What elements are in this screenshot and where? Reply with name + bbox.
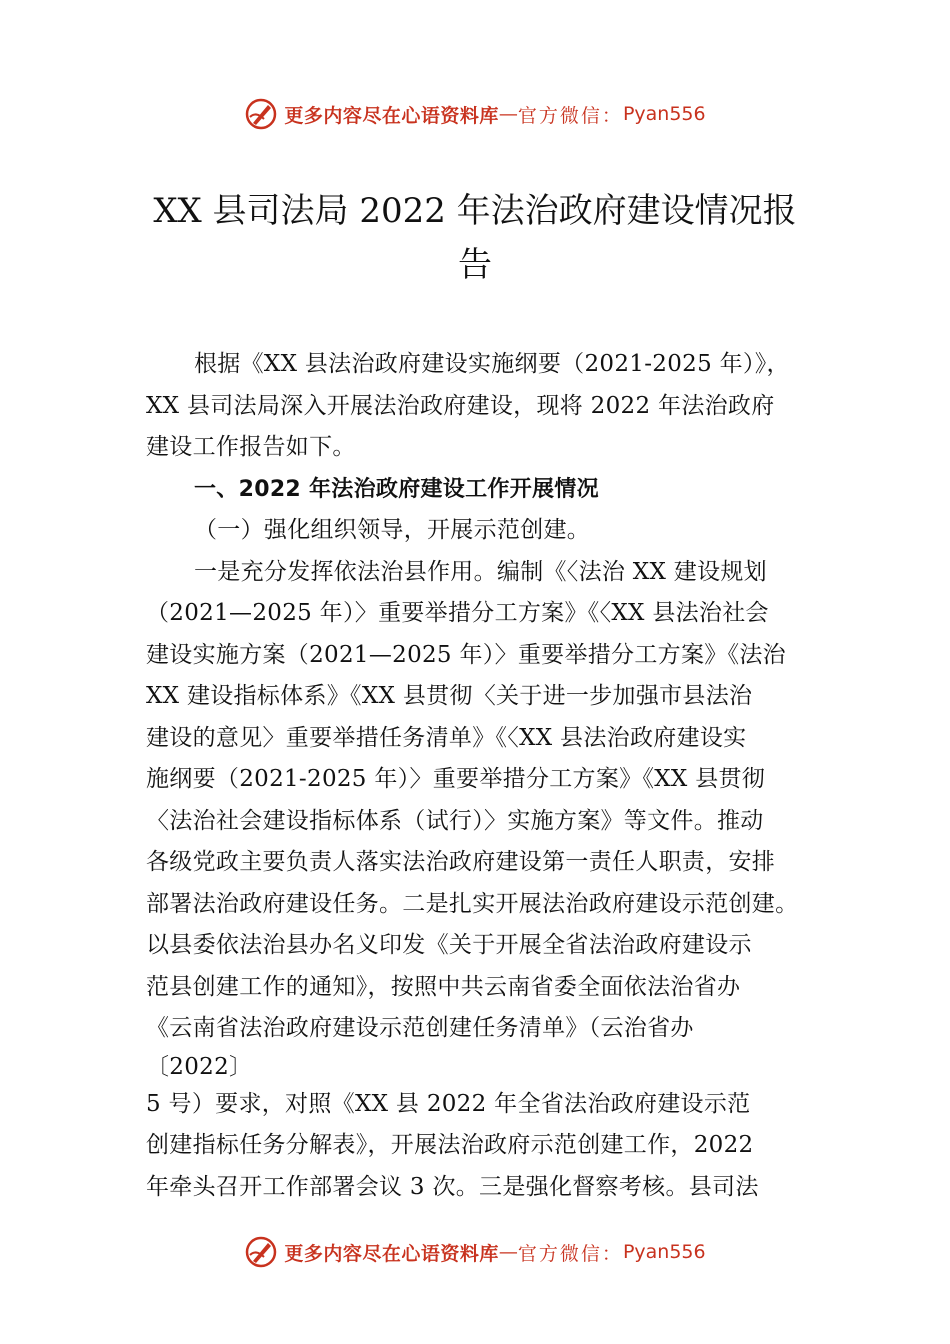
watermark-dash: — xyxy=(498,1241,518,1263)
paragraph-line: 建设的意见〉重要举措任务清单》《〈XX 县法治政府建设实 xyxy=(146,724,747,751)
watermark-id: Pyan556 xyxy=(622,103,706,125)
watermark-footer xyxy=(0,1232,950,1272)
paragraph-line: 一是充分发挥依法治县作用。编制《〈法治 XX 建设规划 xyxy=(194,558,767,585)
watermark-header xyxy=(0,94,950,134)
title-line-1: XX 县司法局 2022 年法治政府建设情况报 xyxy=(153,191,797,231)
document-title xyxy=(130,184,820,292)
paragraph-line: 以县委依法治县办名义印发《关于开展全省法治政府建设示 xyxy=(146,932,752,958)
paragraph-line: 各级党政主要负责人落实法治政府建设第一责任人职责，安排 xyxy=(146,849,776,875)
section-heading: 一、2022 年法治政府建设工作开展情况 xyxy=(194,476,599,502)
subsection-heading: （一）强化组织领导，开展示范创建。 xyxy=(194,517,591,543)
paragraph-line: 建设工作报告如下。 xyxy=(146,434,356,460)
paragraph-line: （2021—2025 年）〉重要举措分工方案》《〈XX 县法治社会 xyxy=(146,600,769,626)
paragraph-line: 〈法治社会建设指标体系（试行）〉实施方案》等文件。推动 xyxy=(146,807,764,834)
title-line-2: 告 xyxy=(458,245,492,285)
paragraph-line: 《云南省法治政府建设示范创建任务清单》（云治省办 xyxy=(146,1015,694,1041)
paragraph-line: 部署法治政府建设任务。二是扎实开展法治政府建设示范创建。 xyxy=(146,890,799,917)
paragraph-line: XX 县司法局深入开展法治政府建设，现将 2022 年法治政府 xyxy=(146,392,775,419)
paragraph-line: 根据《XX 县法治政府建设实施纲要（2021-2025 年）》， xyxy=(194,351,790,377)
paragraph-line: 年牵头召开工作部署会议 3 次。三是强化督察考核。县司法 xyxy=(146,1173,759,1200)
paragraph-line: XX 建设指标体系》《XX 县贯彻〈关于进一步加强市县法治 xyxy=(146,683,753,709)
document-body xyxy=(146,344,826,1208)
paragraph-line: 建设实施方案（2021—2025 年）〉重要举措分工方案》《法治 xyxy=(146,641,786,668)
watermark-label: 官方微信： xyxy=(517,1242,623,1265)
pen-logo-icon xyxy=(244,97,278,131)
watermark-dash: — xyxy=(498,103,518,125)
paragraph-line: 范县创建工作的通知》，按照中共云南省委全面依法治省办 xyxy=(146,973,741,1000)
paragraph-line: 〔2022〕 xyxy=(146,1053,253,1080)
paragraph-line: 创建指标任务分解表》，开展法治政府示范创建工作，2022 xyxy=(146,1132,754,1158)
paragraph-line: 5 号）要求，对照《XX 县 2022 年全省法治政府建设示范 xyxy=(146,1090,751,1117)
watermark-brand: 更多内容尽在心语资料库 xyxy=(284,1242,499,1265)
paragraph-line: 施纲要（2021-2025 年）〉重要举措分工方案》《XX 县贯彻 xyxy=(146,766,766,792)
pen-logo-icon xyxy=(244,1235,278,1269)
watermark-brand: 更多内容尽在心语资料库 xyxy=(284,104,499,127)
watermark-label: 官方微信： xyxy=(517,104,623,127)
watermark-id: Pyan556 xyxy=(622,1241,706,1263)
